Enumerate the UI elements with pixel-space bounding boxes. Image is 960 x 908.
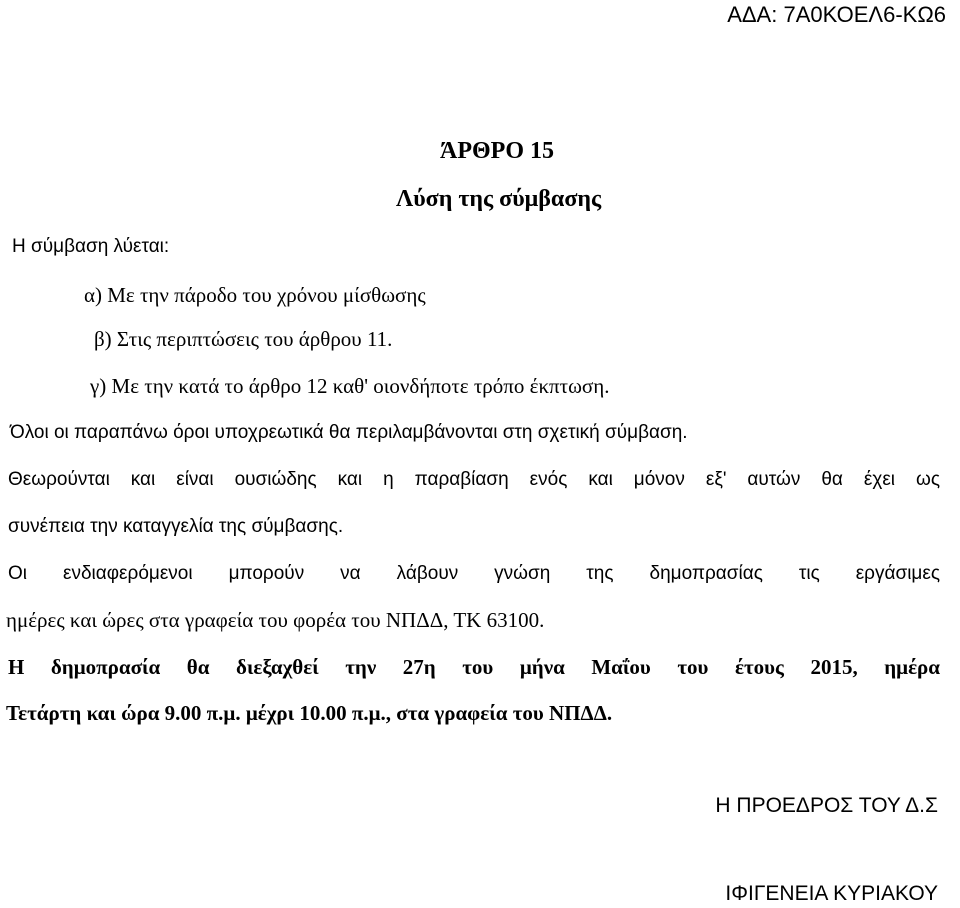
intro-line: Η σύμβαση λύεται: [12, 236, 170, 257]
ada-code: ΑΔΑ: 7Α0ΚΟΕΛ6-ΚΩ6 [727, 2, 946, 27]
essential-line-1: Θεωρούνται και είναι ουσιώδης και η παραβίαση ενός και μόνον εξ' αυτών θα έχει ως [8, 469, 940, 490]
info-line-1: Οι ενδιαφερόμενοι μπορούν να λάβουν γνώση της δημοπρασίας τις εργάσιμες [8, 563, 940, 584]
list-item-b: β) Στις περιπτώσεις του άρθρου 11. [94, 327, 393, 351]
list-item-c: γ) Με την κατά το άρθρο 12 καθ' οιονδήποτε τρόπο έκπτωση. [90, 374, 610, 398]
signature-name: ΙΦΙΓΕΝΕΙΑ ΚΥΡΙΑΚΟΥ [725, 882, 938, 905]
auction-line-1: Η δημοπρασία θα διεξαχθεί την 27η του μήνα Μαΐου του έτους 2015, ημέρα [8, 655, 940, 679]
auction-line-2: Τετάρτη και ώρα 9.00 π.μ. μέχρι 10.00 π.μ., στα γραφεία του ΝΠΔΔ. [6, 701, 613, 725]
article-title: ΆΡΘΡΟ 15 [440, 138, 554, 164]
signature-role: Η ΠΡΟΕΔΡΟΣ ΤΟΥ Δ.Σ [715, 794, 938, 817]
essential-line-2: συνέπεια την καταγγελία της σύμβασης. [8, 516, 344, 537]
terms-line: Όλοι οι παραπάνω όροι υποχρεωτικά θα περιλαμβάνονται στη σχετική σύμβαση. [10, 422, 688, 443]
article-subtitle: Λύση της σύμβασης [396, 186, 602, 212]
list-item-a: α) Με την πάροδο του χρόνου μίσθωσης [84, 283, 426, 307]
info-line-2: ημέρες και ώρες στα γραφεία του φορέα του ΝΠΔΔ, ΤΚ 63100. [6, 608, 545, 632]
